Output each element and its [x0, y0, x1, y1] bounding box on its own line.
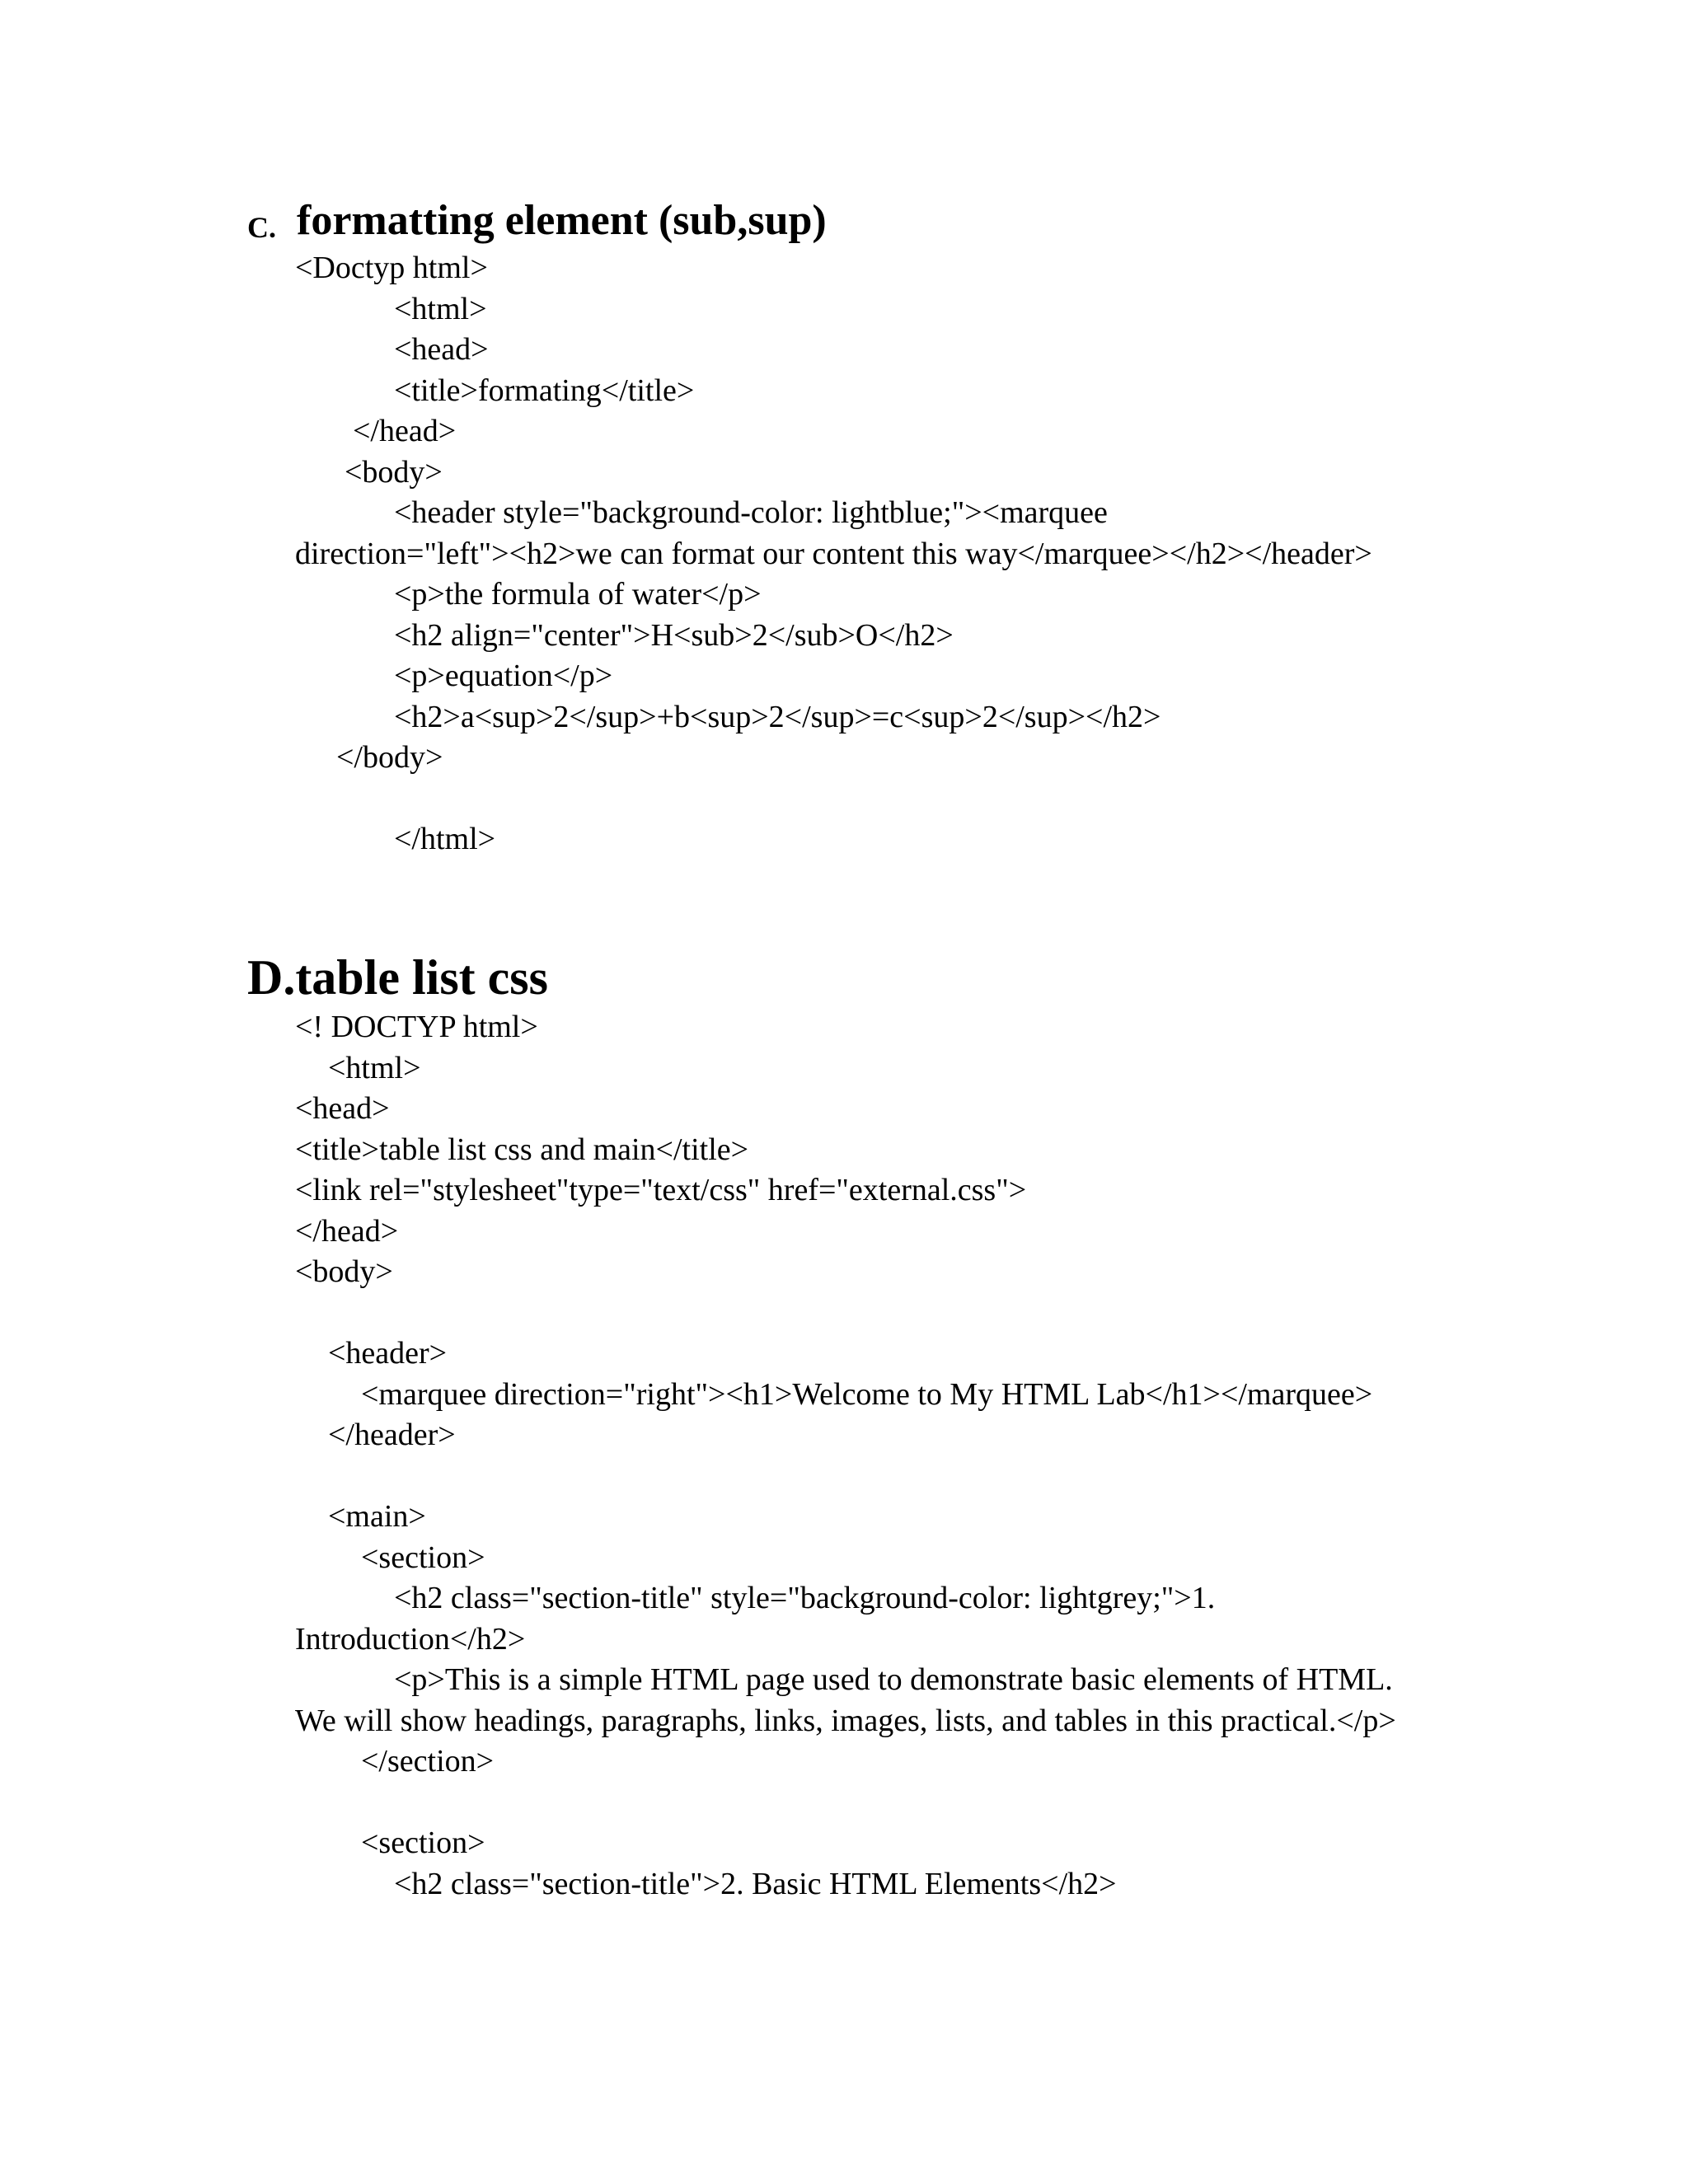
code-line: <section>: [361, 1540, 485, 1575]
code-line: <link rel="stylesheet"type="text/css" href="external.css">: [295, 1173, 1027, 1207]
code-line: <p>the formula of water</p>: [394, 577, 762, 612]
code-line: <title>formating</title>: [394, 373, 695, 408]
code-line: <p>equation</p>: [394, 658, 613, 693]
code-line: </head>: [295, 1213, 399, 1249]
blank-line: [295, 779, 1465, 820]
section-c-marker: C.: [247, 211, 276, 244]
code-line: <head>: [295, 1091, 390, 1126]
code-line: direction="left"><h2>we can format our content this way</marquee></h2></header>: [295, 536, 1372, 571]
code-line: Introduction</h2>: [295, 1621, 526, 1657]
code-line: <h2 class="section-title" style="background-color: lightgrey;">1.: [394, 1581, 1216, 1615]
code-line: <head>: [394, 332, 489, 367]
section-c-code-block: [295, 248, 1465, 860]
code-line: </section>: [361, 1744, 495, 1779]
blank-line: [295, 1456, 1465, 1497]
code-line: </html>: [394, 822, 496, 856]
section-c-title: formatting element (sub,sup): [297, 197, 827, 244]
code-line: <section>: [361, 1825, 485, 1860]
code-line: </body>: [336, 740, 443, 775]
code-line: <body>: [345, 454, 443, 490]
code-line: <header>: [328, 1336, 448, 1371]
code-line: <main>: [328, 1499, 426, 1534]
code-line: <! DOCTYP html>: [295, 1010, 538, 1044]
code-line: <html>: [328, 1050, 421, 1085]
blank-line: [295, 1293, 1465, 1334]
section-d-code-block: [295, 1007, 1465, 1905]
code-line: <body>: [295, 1254, 393, 1289]
code-line: <h2 class="section-title">2. Basic HTML Elements</h2>: [394, 1866, 1117, 1901]
code-line: <h2 align="center">H<sub>2</sub>O</h2>: [394, 617, 954, 653]
blank-line: [295, 1783, 1465, 1824]
code-line: We will show headings, paragraphs, links, images, lists, and tables in this practical.</p>: [295, 1703, 1396, 1738]
code-line: <p>This is a simple HTML page used to demonstrate basic elements of HTML.: [394, 1662, 1393, 1697]
code-line: <header style="background-color: lightblue;"><marquee: [394, 495, 1108, 530]
code-line: </head>: [353, 414, 457, 448]
code-line: <html>: [394, 291, 487, 326]
code-line: <title>table list css and main</title>: [295, 1132, 749, 1167]
code-line: </header>: [328, 1418, 456, 1452]
code-line: <Doctyp html>: [295, 251, 488, 285]
code-line: <marquee direction="right"><h1>Welcome to My HTML Lab</h1></marquee>: [361, 1376, 1373, 1412]
section-d-title: D.table list css: [247, 950, 548, 1005]
code-line: <h2>a<sup>2</sup>+b<sup>2</sup>=c<sup>2</sup></h2>: [394, 699, 1161, 734]
